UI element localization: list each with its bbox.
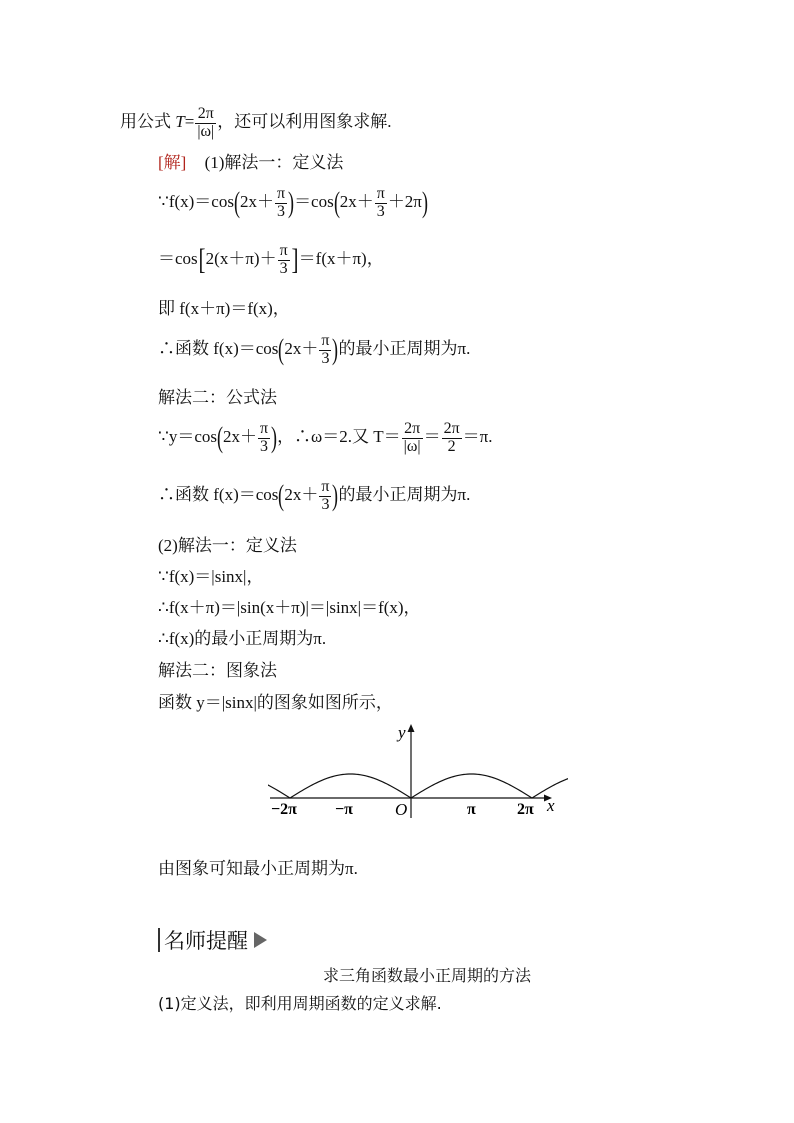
- equation-line-8: ∴f(x＋π)＝|sin(x＋π)|＝|sinx|＝f(x)，: [158, 598, 421, 617]
- tick-label-neg-pi: −π: [335, 801, 353, 818]
- close-bracket: ]: [291, 243, 299, 277]
- equation-text: ∴函数 f(x)＝cos: [158, 485, 279, 505]
- equation-line-7: ∵f(x)＝|sinx|，: [158, 567, 264, 586]
- two-pi-over-two-fraction: [442, 421, 462, 456]
- equation-line-5: [158, 421, 493, 456]
- fraction-denominator: |ω|: [403, 437, 421, 455]
- open-paren: (: [233, 186, 240, 220]
- fraction-denominator: 2: [447, 437, 456, 455]
- tick-label-2pi: 2π: [517, 801, 534, 818]
- equals: =: [184, 112, 195, 132]
- fraction-denominator: 3: [277, 202, 286, 220]
- equation-text: ∴函数 f(x)＝cos: [158, 339, 279, 359]
- fraction-numerator: π: [259, 420, 269, 437]
- open-paren: (: [216, 421, 223, 455]
- equation-line-6: [158, 479, 470, 514]
- equation-line-10: 函数 y＝|sinx|的图象如图所示，: [158, 693, 393, 712]
- pi-over-3-fraction: [375, 186, 387, 221]
- tip-heading: [158, 925, 267, 955]
- close-paren: ): [421, 186, 428, 220]
- equation-line-4: [158, 333, 470, 368]
- method-heading: (1)解法一：定义法: [204, 153, 344, 172]
- y-axis-label: y: [398, 723, 406, 742]
- intro-line: [120, 106, 392, 141]
- equation-text: 2x＋: [284, 485, 319, 505]
- pi-over-3-fraction: [275, 186, 287, 221]
- equation-text: 2x＋: [239, 192, 274, 212]
- equation-text: ＝π.: [462, 427, 493, 447]
- open-bracket: [: [198, 243, 206, 277]
- equation-text: 2x＋: [284, 339, 319, 359]
- tip-item-1: (1)定义法，即利用周期函数的定义求解.: [158, 994, 442, 1013]
- equation-line-3: 即 f(x＋π)＝f(x)，: [158, 299, 290, 318]
- fraction-numerator: 2π: [402, 421, 423, 439]
- tip-title: 求三角函数最小正周期的方法: [322, 966, 531, 985]
- period-fraction: [402, 421, 423, 456]
- equation-line-9: ∴f(x)的最小正周期为π.: [158, 629, 327, 648]
- fraction-numerator: π: [376, 185, 385, 202]
- fraction-denominator: 3: [279, 259, 288, 277]
- equation-text: 2x＋: [339, 192, 374, 212]
- close-paren: ): [332, 333, 339, 367]
- pi-over-3-fraction: [319, 479, 331, 514]
- equation-line-2: [158, 243, 384, 278]
- intro-text: 用公式: [120, 112, 176, 132]
- tip-heading-text: 名师提醒: [164, 929, 248, 953]
- solution-part1-heading: [158, 154, 343, 171]
- origin-label: O: [395, 800, 408, 819]
- intro-text-end: ，还可以利用图象求解.: [217, 112, 392, 132]
- close-paren: ): [271, 421, 278, 455]
- pi-over-3-fraction: [278, 243, 290, 278]
- period-symbol: T: [175, 112, 185, 132]
- equation-text: 的最小正周期为π.: [338, 339, 471, 359]
- pi-over-3-fraction: [319, 333, 331, 368]
- pi-over-3-fraction: [258, 421, 270, 456]
- equation-text: 的最小正周期为π.: [338, 485, 471, 505]
- fraction-denominator: 3: [260, 437, 269, 455]
- because-symbol: ∵: [158, 192, 169, 212]
- tick-label-pi: π: [467, 801, 476, 818]
- fraction-denominator: 3: [321, 349, 330, 367]
- solution-tag: [解]: [158, 153, 187, 172]
- tick-label-neg-2pi: −2π: [271, 801, 297, 818]
- equation-text: ＋2π: [387, 192, 422, 212]
- equation-line-11: 由图象可知最小正周期为π.: [158, 859, 358, 878]
- period-fraction: [195, 106, 216, 141]
- equation-text: ＝cos: [294, 192, 334, 212]
- close-paren: ): [288, 186, 295, 220]
- fraction-denominator: |ω|: [197, 122, 215, 140]
- equals: ＝: [423, 427, 441, 447]
- close-paren: ): [332, 479, 339, 513]
- method2-heading: 解法二：公式法: [158, 388, 277, 407]
- method2b-heading: 解法二：图象法: [158, 661, 277, 680]
- abs-sine-graph: [268, 722, 568, 822]
- x-axis-label: x: [547, 796, 555, 815]
- solution-part2-heading: (2)解法一：定义法: [158, 536, 297, 555]
- fraction-denominator: 3: [376, 202, 385, 220]
- open-paren: (: [333, 186, 340, 220]
- fraction-numerator: 2π: [443, 420, 460, 437]
- open-paren: (: [278, 479, 285, 513]
- fraction-denominator: 3: [321, 495, 330, 513]
- fraction-numerator: π: [276, 185, 286, 202]
- play-triangle-icon: [254, 932, 267, 948]
- equation-text: ，∴ω＝2.又 T＝: [277, 427, 401, 447]
- fraction-numerator: π: [321, 332, 330, 349]
- equation-text: 2(x＋π)＋: [205, 249, 277, 269]
- equation-line-1: [158, 186, 428, 221]
- equation-text: ＝f(x＋π)，: [298, 249, 384, 269]
- y-axis-arrow-icon: [408, 724, 415, 732]
- abs-sine-curve: [268, 774, 568, 798]
- fraction-numerator: π: [321, 478, 330, 495]
- equation-text: 2x＋: [222, 427, 257, 447]
- equation-text: ＝cos: [158, 249, 198, 269]
- equation-text: ∵y＝cos: [158, 427, 217, 447]
- heading-bar-icon: [158, 928, 160, 952]
- fraction-numerator: π: [279, 242, 288, 259]
- open-paren: (: [278, 333, 285, 367]
- equation-text: f(x)＝cos: [168, 192, 234, 212]
- fraction-numerator: 2π: [195, 106, 216, 124]
